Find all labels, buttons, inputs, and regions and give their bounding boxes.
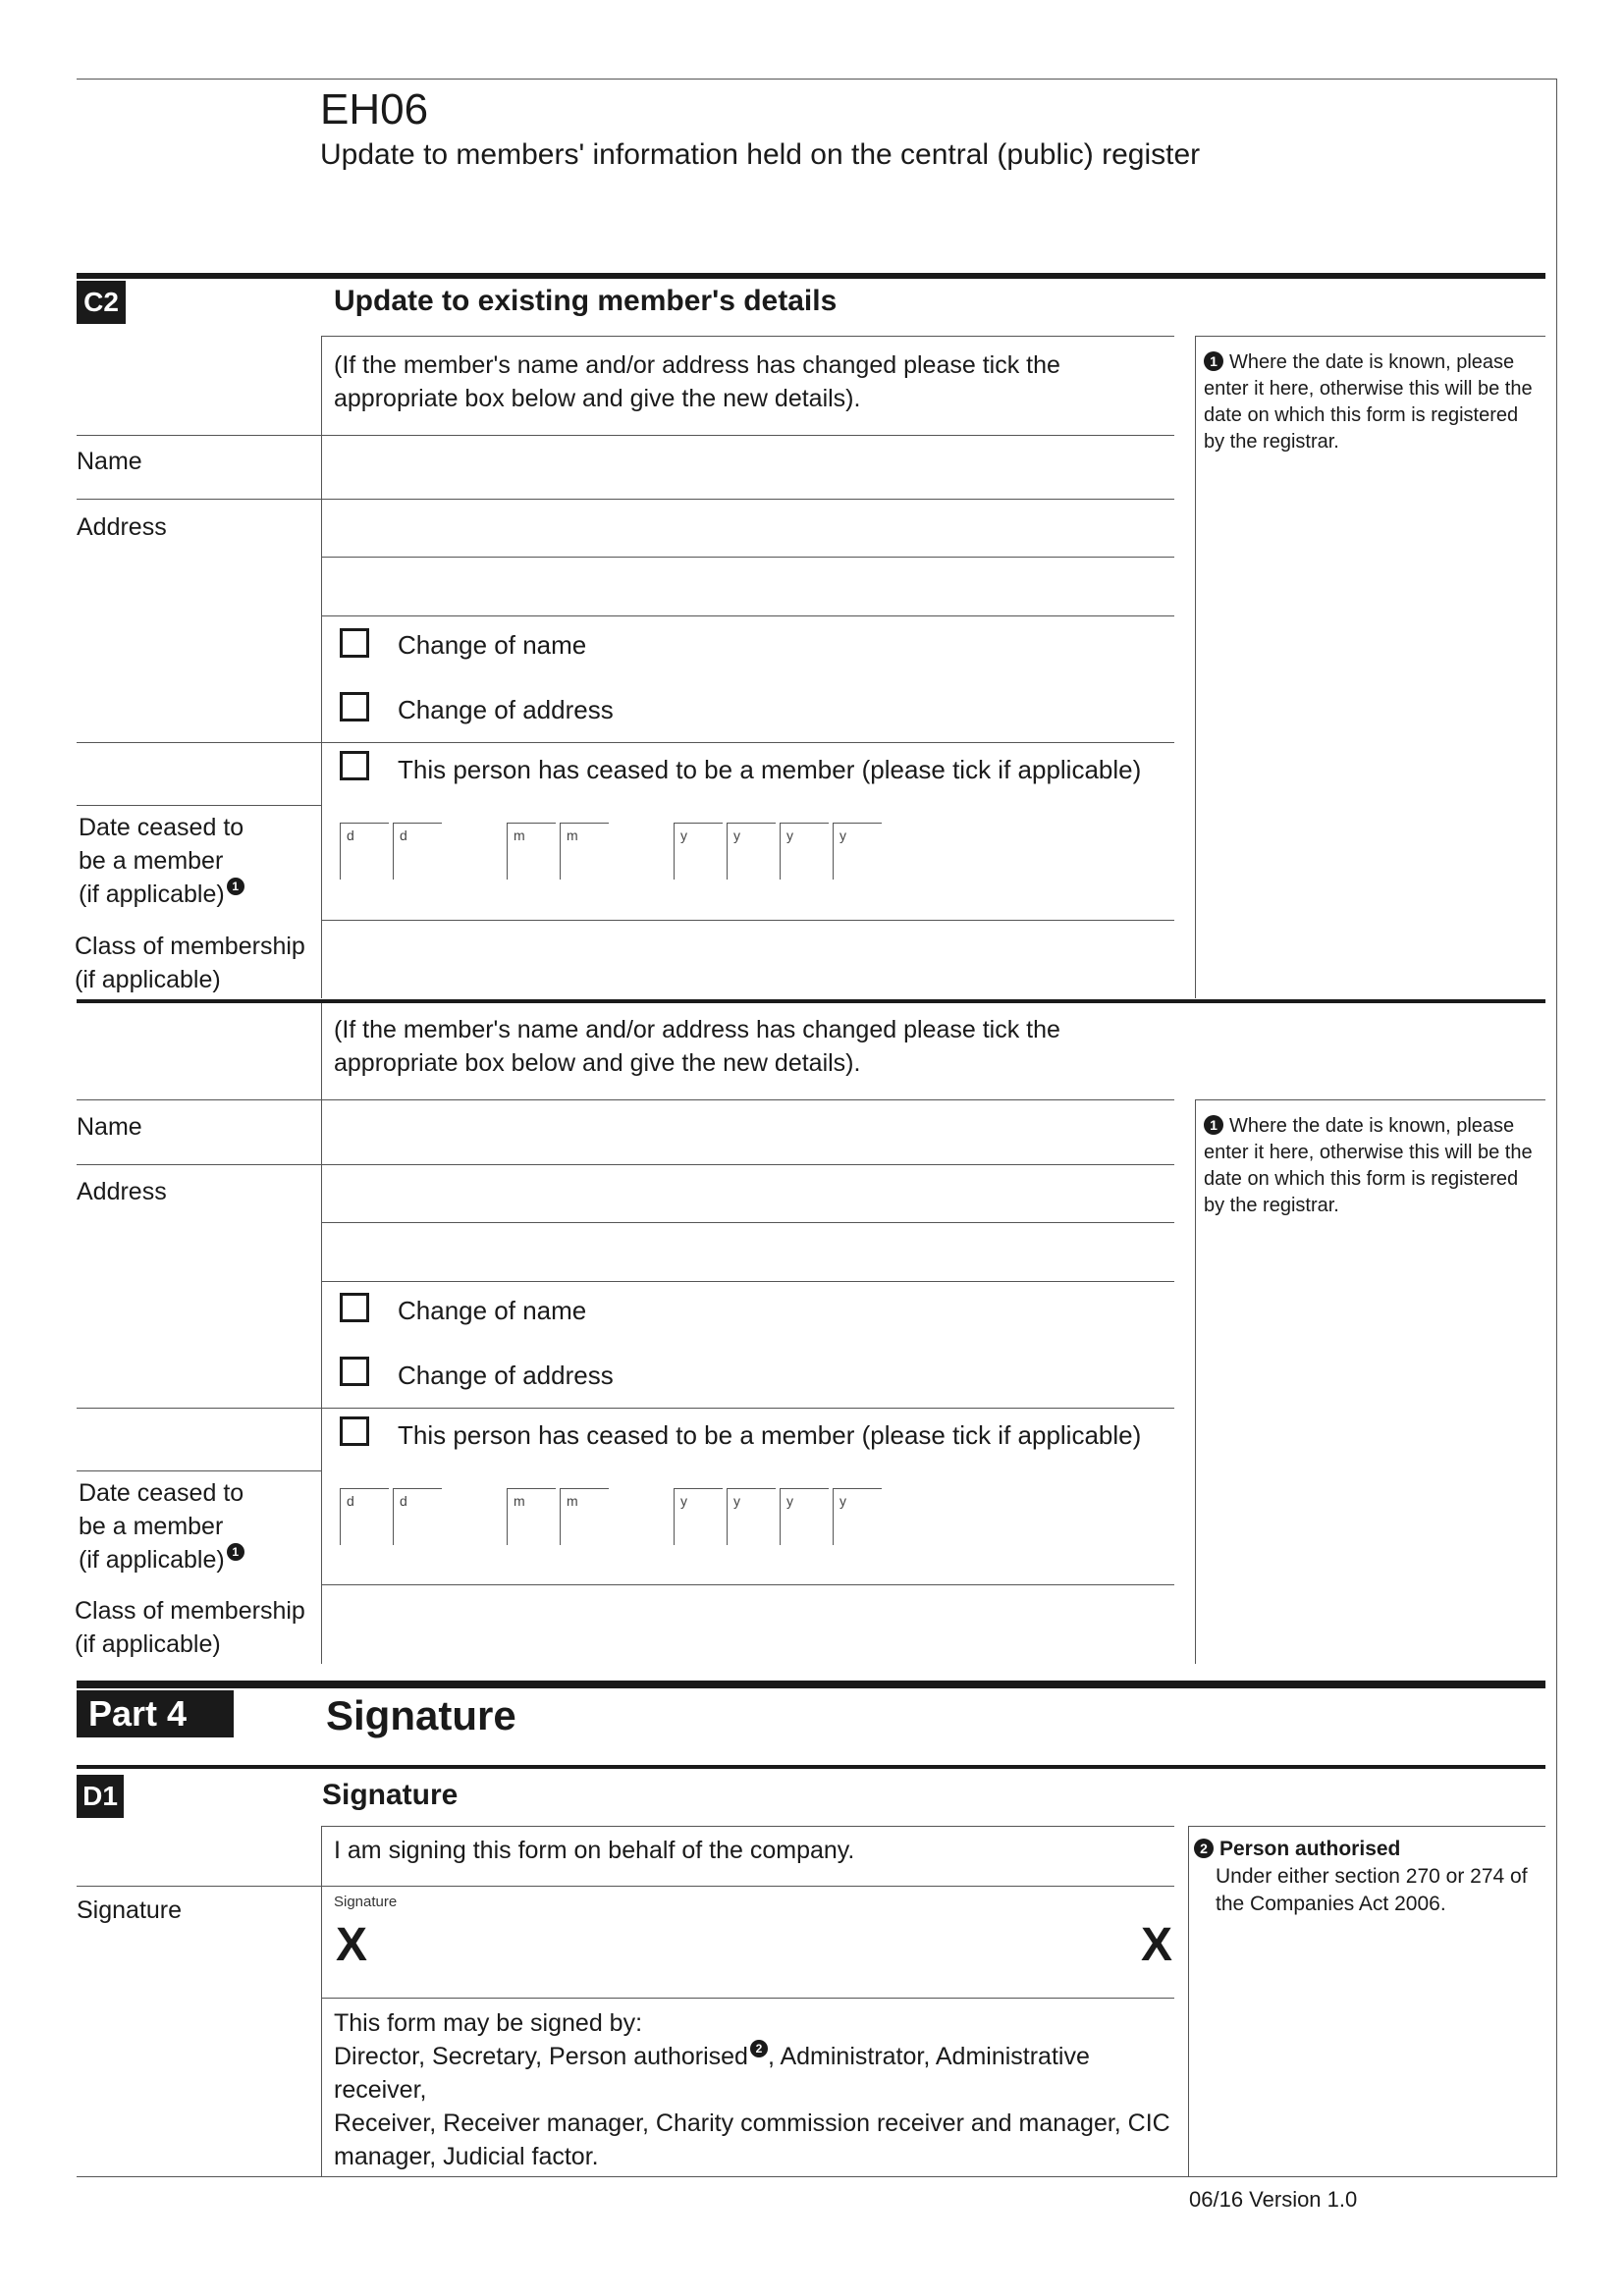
date-digit-box[interactable]: y (780, 1488, 829, 1545)
signed-by-line-1b: , Administrator, Administrative receiver, (334, 2043, 1090, 2104)
m1-address-field-2[interactable] (324, 560, 1170, 614)
person-authorised-note (1194, 1836, 1547, 1918)
signed-by-line-3: manager, Judicial factor. (334, 2143, 599, 2170)
m2-ceased-top (77, 1408, 1174, 1409)
m1-intro-text: (If the member's name and/or address has changed please tick the appropriate box below and give the new details). (334, 351, 1060, 412)
m2-date-top (77, 1470, 322, 1471)
m2-intro-divider (321, 1003, 322, 1099)
m2-address-label: Address (77, 1178, 167, 1205)
signed-by-line-2: Receiver, Receiver manager, Charity commission receiver and manager, CIC (334, 2109, 1170, 2137)
date-digit-box[interactable]: m (560, 1488, 609, 1545)
m2-change-name-checkbox[interactable] (340, 1293, 369, 1322)
m1-date-label-3: (if applicable) (79, 881, 225, 908)
section-d1-title: Signature (322, 1779, 459, 1811)
form-title: Update to members' information held on the central (public) register (320, 138, 1201, 171)
section-c2-tag: C2 (77, 281, 126, 324)
member-block-divider (77, 999, 1545, 1003)
m2-class-label (75, 1594, 305, 1661)
date-digit-box[interactable]: y (727, 1488, 776, 1545)
m1-date-top (77, 805, 322, 806)
note-1-divider (1195, 336, 1196, 998)
date-digit-box[interactable]: d (340, 823, 389, 880)
date-digit-box[interactable]: d (393, 1488, 442, 1545)
m1-address-line-2 (321, 557, 1174, 558)
signed-by-heading: This form may be signed by: (334, 2009, 643, 2037)
version-footer: 06/16 Version 1.0 (1189, 2187, 1358, 2212)
m2-change-address-label: Change of address (398, 1361, 614, 1390)
d1-note-top (1188, 1826, 1545, 1827)
m1-class-label (75, 930, 305, 996)
note-2-top (1195, 1099, 1545, 1100)
d1-field-divider (321, 1826, 322, 2177)
date-marker-icon: 1 (227, 878, 244, 895)
m2-ceased-checkbox[interactable] (340, 1416, 369, 1446)
m2-date-label-2: be a member (79, 1513, 224, 1540)
section-c2-rule (77, 273, 1545, 279)
m2-name-top (77, 1099, 1174, 1100)
date-digit-box[interactable]: y (833, 1488, 882, 1545)
date-digit-box[interactable]: y (780, 823, 829, 880)
signature-label: Signature (77, 1896, 183, 1924)
m2-date-label-3: (if applicable) (79, 1546, 225, 1574)
m1-address-field-1[interactable] (324, 502, 1170, 557)
date-note-2 (1204, 1113, 1538, 1219)
m1-change-address-label: Change of address (398, 695, 614, 724)
m1-class-field[interactable] (324, 923, 1170, 997)
m1-class-top (321, 920, 1174, 921)
note-2-divider (1195, 1099, 1196, 1664)
page-bottom-border (77, 2176, 1557, 2177)
form-code: EH06 (320, 85, 429, 133)
part4-rule (77, 1681, 1545, 1688)
date-marker-icon: 1 (227, 1543, 244, 1561)
m1-change-name-checkbox[interactable] (340, 628, 369, 658)
date-digit-box[interactable]: y (727, 823, 776, 880)
m1-date-label (79, 811, 244, 911)
m1-change-address-checkbox[interactable] (340, 692, 369, 721)
d1-signed-by-top (321, 1998, 1174, 1999)
m1-name-field[interactable] (324, 438, 1170, 497)
m1-name-top (77, 435, 1174, 436)
m1-class-label-2: (if applicable) (75, 966, 221, 993)
section-d1-rule (77, 1765, 1545, 1769)
m2-ceased-label: This person has ceased to be a member (please tick if applicable) (398, 1420, 1142, 1450)
date-digit-box[interactable]: y (833, 823, 882, 880)
page-top-border (77, 79, 1557, 80)
d1-statement: I am signing this form on behalf of the company. (334, 1837, 855, 1864)
m2-date-label-1: Date ceased to (79, 1479, 244, 1507)
m2-address-line-3 (321, 1281, 1174, 1282)
m2-address-field-2[interactable] (324, 1225, 1170, 1280)
section-d1-tag: D1 (77, 1775, 124, 1818)
m2-change-address-checkbox[interactable] (340, 1357, 369, 1386)
note-marker-icon: 1 (1204, 351, 1223, 371)
m2-change-name-label: Change of name (398, 1296, 587, 1325)
m1-ceased-top (77, 742, 1174, 743)
m1-address-line-3 (321, 615, 1174, 616)
d1-statement-top (321, 1826, 1174, 1827)
d1-note-divider (1188, 1826, 1189, 2177)
date-digit-box[interactable]: y (674, 1488, 723, 1545)
signature-end-x-icon: X (1141, 1919, 1173, 1971)
note-marker-icon: 1 (1204, 1115, 1223, 1135)
m2-class-label-2: (if applicable) (75, 1630, 221, 1658)
part4-tag: Part 4 (77, 1690, 234, 1737)
d1-signature-top (77, 1886, 1174, 1887)
m2-address-field-1[interactable] (324, 1167, 1170, 1222)
date-digit-box[interactable]: m (507, 823, 556, 880)
date-digit-box[interactable]: y (674, 823, 723, 880)
date-digit-box[interactable]: d (393, 823, 442, 880)
signature-box-caption: Signature (334, 1894, 398, 1910)
date-digit-box[interactable]: d (340, 1488, 389, 1545)
m1-name-label: Name (77, 448, 142, 475)
signed-by-line-1a: Director, Secretary, Person authorised (334, 2043, 748, 2070)
signature-field[interactable] (324, 1889, 1173, 1997)
m1-ceased-label: This person has ceased to be a member (please tick if applicable) (398, 755, 1142, 784)
m2-intro-text: (If the member's name and/or address has changed please tick the appropriate box below and give the new details). (334, 1016, 1060, 1077)
m2-address-line-2 (321, 1222, 1174, 1223)
part4-title: Signature (326, 1692, 516, 1738)
note-body: Under either section 270 or 274 of the Companies Act 2006. (1216, 1865, 1528, 1915)
date-note-text: Where the date is known, please enter it here, otherwise this will be the date on which this form is registered by the registrar. (1204, 1115, 1533, 1216)
m1-date-label-2: be a member (79, 847, 224, 875)
date-digit-box[interactable]: m (560, 823, 609, 880)
date-digit-box[interactable]: m (507, 1488, 556, 1545)
m1-date-label-1: Date ceased to (79, 814, 244, 841)
m2-address-top (77, 1164, 1174, 1165)
m2-name-label: Name (77, 1113, 142, 1141)
person-authorised-marker-icon: 2 (750, 2040, 768, 2057)
m1-change-name-label: Change of name (398, 630, 587, 660)
m2-class-top (321, 1584, 1174, 1585)
m1-class-label-1: Class of membership (75, 933, 305, 960)
m1-intro-top (321, 336, 1174, 337)
signed-by-text (334, 2006, 1178, 2173)
m1-address-label: Address (77, 513, 167, 541)
signature-start-x-icon: X (336, 1919, 368, 1971)
m2-field-divider (321, 1099, 322, 1664)
m2-date-label (79, 1476, 244, 1576)
m2-class-field[interactable] (324, 1587, 1170, 1662)
m1-address-top (77, 499, 1174, 500)
page-right-border (1556, 79, 1557, 2177)
m2-name-field[interactable] (324, 1102, 1170, 1161)
date-note-text: Where the date is known, please enter it here, otherwise this will be the date on which this form is registered by the registrar. (1204, 351, 1533, 453)
note-marker-icon: 2 (1194, 1839, 1214, 1858)
m1-ceased-checkbox[interactable] (340, 751, 369, 780)
date-note-1 (1204, 349, 1538, 455)
m2-class-label-1: Class of membership (75, 1597, 305, 1625)
section-c2-title: Update to existing member's details (334, 285, 838, 317)
note-1-top (1195, 336, 1545, 337)
note-title: Person authorised (1219, 1838, 1401, 1860)
